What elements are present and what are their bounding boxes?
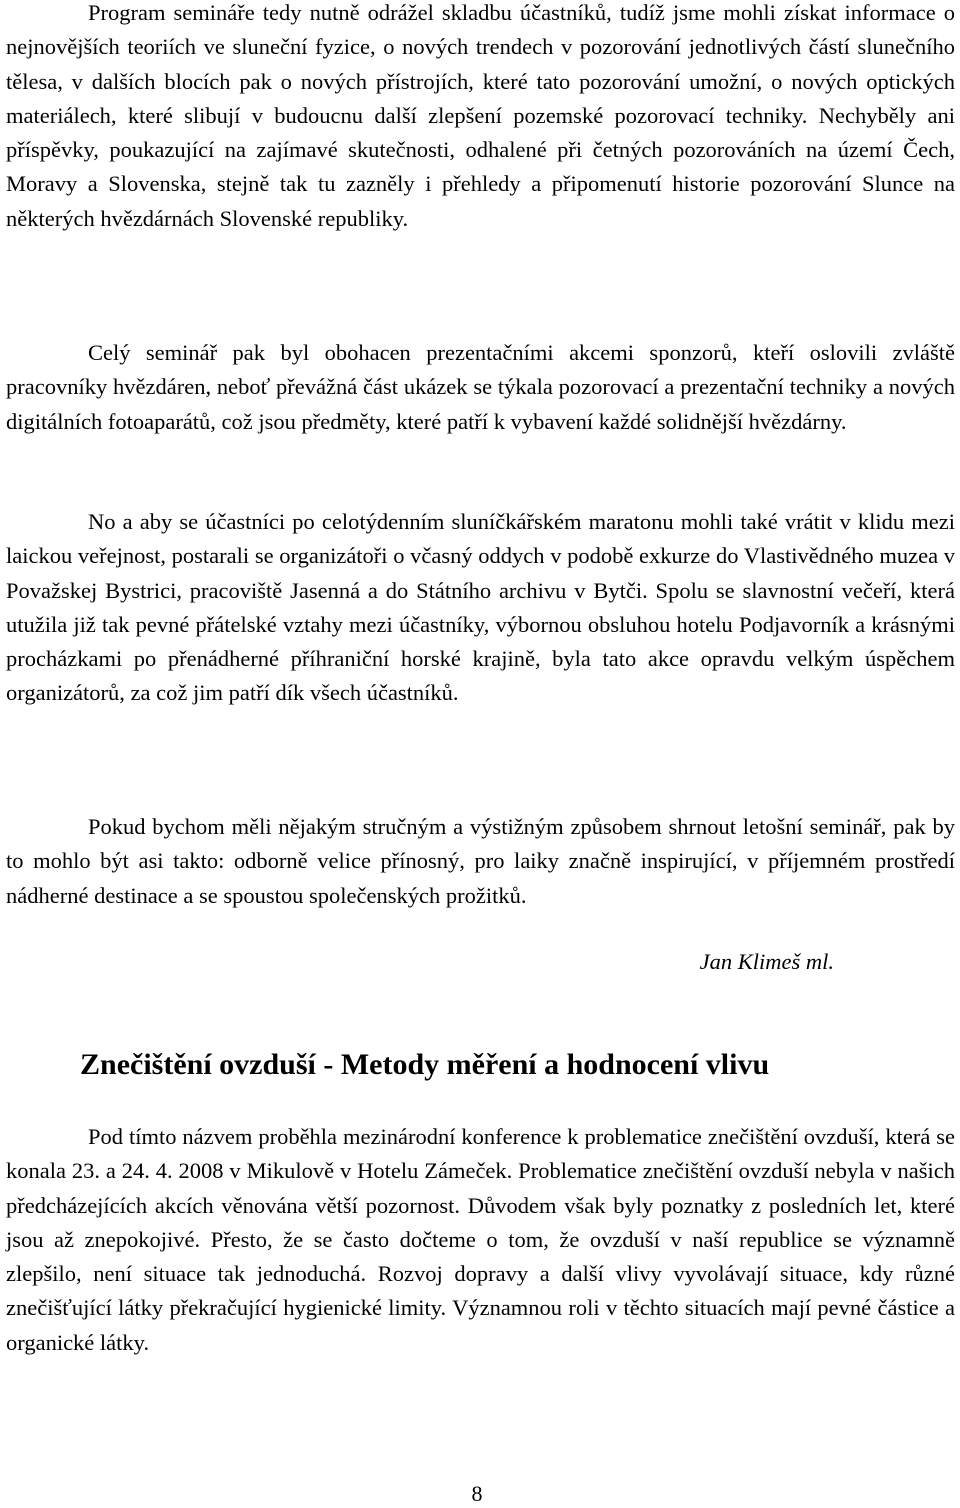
paragraph-seminar-program: Program semináře tedy nutně odrážel skladbu účastníků, tudíž jsme mohli získat informace o nejnovějších teoriích ve sluneční fyzice, o nových trendech v pozorování jednotlivých částí slunečního tělesa, v dalších blocích pak o nových přístrojích, které tato pozorování umožní, o nových optických materiálech, které slibují v budoucnu další zlepšení pozemské pozorovací techniky. Nechyběly ani příspěvky, poukazující na zajímavé skutečnosti, odhalené při četných pozorováních na území Čech, Moravy a Slovenska, stejně tak tu zazněly i přehledy a připomenutí historie pozorování Slunce na některých hvězdárnách Slovenské republiky.: [6, 0, 955, 231]
paragraph-sponsors: Celý seminář pak byl obohacen prezentačními akcemi sponzorů, kteří oslovili zvláště pracovníky hvězdáren, neboť převážná část ukázek se týkala pozorovací a prezentační techniky a nových digitálních fotoaparátů, což jsou předměty, které patří k vybavení každé solidnější hvězdárny.: [6, 340, 955, 434]
paragraph-excursion: No a aby se účastníci po celotýdenním sluníčkářském maratonu mohli také vrátit v klidu mezi laickou veřejnost, postarali se organizátoři o včasný oddych v podobě exkurze do Vlastivědného muzea v Považskej Bystrici, pracoviště Jasenná a do Státního archivu v Bytči. Spolu se slavnostní večeří, která utužila již tak pevné přátelské vztahy mezi účastníky, výbornou obsluhou hotelu Podjavorník a krásnými procházkami po přenádherné příhraniční horské krajině, byla tato akce opravdu velkým úspěchem organizátorů, za což jim patří dík všech účastníků.: [6, 509, 955, 706]
section-heading: Znečištění ovzduší - Metody měření a hodnocení vlivu: [80, 1048, 770, 1081]
page-number: 8: [471, 1481, 483, 1506]
paragraph-summary: Pokud bychom měli nějakým stručným a výstižným způsobem shrnout letošní seminář, pak by to mohlo být asi takto: odborně velice přínosný, pro laiky značně inspirující, v příjemném prostředí nádherné destinace a se spoustou společenských prožitků.: [6, 814, 955, 908]
author-signature: Jan Klimeš ml.: [699, 949, 834, 974]
paragraph-conference: Pod tímto názvem proběhla mezinárodní konference k problematice znečištění ovzduší, která se konala 23. a 24. 4. 2008 v Mikulově v Hotelu Zámeček. Problematice znečištění ovzduší nebyla v našich předcházejících akcích věnována větší pozornost. Důvodem však byly poznatky z posledních let, které jsou až znepokojivé. Přesto, že se často dočteme o tom, že ovzduší v naší republice se významně zlepšilo, není situace tak jednoduchá. Rozvoj dopravy a další vlivy vyvolávají situace, kdy různé znečišťující látky překračující hygienické limity. Významnou roli v těchto situacích mají pevné částice a organické látky.: [6, 1124, 955, 1355]
